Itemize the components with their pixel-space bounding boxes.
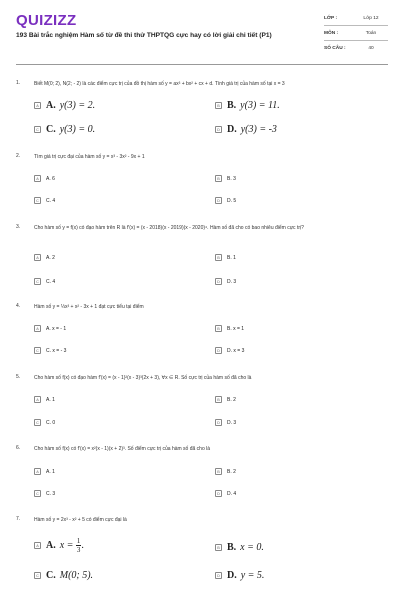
option-text: D. 4 bbox=[227, 490, 237, 497]
option-b[interactable] bbox=[215, 175, 236, 182]
option-letter-box: B bbox=[215, 175, 222, 182]
option-d[interactable] bbox=[215, 347, 244, 354]
option-value: M(0; 5). bbox=[59, 570, 94, 581]
option-b[interactable] bbox=[215, 254, 236, 261]
option-letter-box: A bbox=[34, 468, 41, 475]
option-text: D. 5 bbox=[227, 197, 237, 204]
question-number: 4. bbox=[16, 303, 21, 309]
option-c[interactable] bbox=[34, 278, 55, 285]
option-b[interactable] bbox=[215, 396, 236, 403]
meta-label: SỐ CÂU : bbox=[324, 45, 346, 51]
option-a[interactable] bbox=[34, 175, 55, 182]
option-a[interactable] bbox=[34, 325, 66, 332]
option-text bbox=[227, 100, 280, 111]
option-c[interactable] bbox=[34, 124, 95, 135]
option-letter-box: D bbox=[215, 490, 222, 497]
option-a[interactable] bbox=[34, 537, 84, 554]
option-label: A. bbox=[46, 539, 56, 551]
option-label: D. bbox=[227, 124, 237, 135]
option-a[interactable] bbox=[34, 254, 55, 261]
option-value: y(3) = 11. bbox=[240, 100, 280, 111]
option-text: A. 2 bbox=[46, 254, 55, 261]
option-text: B. 2 bbox=[227, 396, 236, 403]
question-text: Hàm số y = 2x³ - x² + 5 có điểm cực đại là bbox=[34, 517, 127, 523]
option-label: A. bbox=[46, 100, 56, 111]
option-text: C. 3 bbox=[46, 490, 56, 497]
option-c[interactable] bbox=[34, 570, 93, 581]
meta-row-count bbox=[324, 41, 388, 55]
question-text: Cho hàm số y = f(x) có đạo hàm trên R là f'(x) = (x - 2018)(x - 2019)(x - 2020)⁴. Hàm số đã cho có bao nhiêu điểm cực trị? bbox=[34, 225, 304, 231]
meta-label: MÔN : bbox=[324, 30, 339, 36]
option-letter-box: A bbox=[34, 325, 41, 332]
fraction-denominator: 3 bbox=[76, 546, 81, 554]
option-text: C. 4 bbox=[46, 197, 56, 204]
option-d[interactable] bbox=[215, 124, 277, 135]
option-value: y = 5. bbox=[240, 570, 265, 581]
meta-value: 40 bbox=[368, 45, 374, 51]
option-letter-box: C bbox=[34, 126, 41, 133]
option-letter-box: B bbox=[215, 544, 222, 551]
option-letter-box: C bbox=[34, 347, 41, 354]
option-letter-box: B bbox=[215, 396, 222, 403]
question-text: Cho hàm số f(x) có đạo hàm f'(x) = (x - 1)²(x - 3)³(2x + 3), ∀x ∈ R. Số cực trị của hàm số đã cho là bbox=[34, 375, 252, 381]
option-c[interactable] bbox=[34, 197, 55, 204]
question-number: 7. bbox=[16, 516, 21, 522]
option-value: x = 0. bbox=[240, 542, 264, 553]
option-text: D. 3 bbox=[227, 278, 237, 285]
option-value: y(3) = 0. bbox=[59, 124, 96, 135]
option-letter-box: B bbox=[215, 254, 222, 261]
option-letter-box: B bbox=[215, 468, 222, 475]
option-text: A. x = - 1 bbox=[46, 325, 67, 332]
option-text: A. 6 bbox=[46, 175, 55, 182]
option-text bbox=[46, 124, 95, 135]
option-letter-box: B bbox=[215, 325, 222, 332]
option-letter-box: D bbox=[215, 572, 222, 579]
option-text: C. x = - 3 bbox=[46, 347, 67, 354]
option-letter-box: A bbox=[34, 102, 41, 109]
option-letter-box: C bbox=[34, 278, 41, 285]
option-text bbox=[227, 542, 264, 553]
option-d[interactable] bbox=[215, 490, 236, 497]
fraction-numerator: 1 bbox=[76, 537, 81, 545]
question-number: 6. bbox=[16, 445, 21, 451]
option-letter-box: D bbox=[215, 419, 222, 426]
option-c[interactable] bbox=[34, 347, 66, 354]
option-d[interactable] bbox=[215, 570, 264, 581]
option-label: B. bbox=[227, 542, 237, 553]
option-text bbox=[46, 537, 84, 554]
option-b[interactable] bbox=[215, 325, 244, 332]
option-letter-box: D bbox=[215, 126, 222, 133]
question-text: Cho hàm số f(x) có f'(x) = x²(x - 1)(x + 2)³. Số điểm cực trị của hàm số đã cho là bbox=[34, 446, 211, 452]
option-text: D. 3 bbox=[227, 419, 237, 426]
option-c[interactable] bbox=[34, 490, 55, 497]
option-text bbox=[227, 124, 277, 135]
option-letter-box: B bbox=[215, 102, 222, 109]
question-number: 3. bbox=[16, 224, 21, 230]
question-text: Hàm số y = ⅓x³ + x² - 3x + 1 đạt cực tiểu tại điểm bbox=[34, 304, 144, 310]
option-letter-box: A bbox=[34, 542, 41, 549]
option-letter-box: D bbox=[215, 347, 222, 354]
question-text: Biết M(0; 2), N(2; - 2) là các điểm cực trị của đồ thị hàm số y = ax³ + bx² + cx + d. Tính giá trị của hàm số tại x = 3 bbox=[34, 81, 285, 87]
option-text: B. x = 1 bbox=[227, 325, 245, 332]
option-text: B. 2 bbox=[227, 468, 236, 475]
option-b[interactable] bbox=[215, 100, 280, 111]
option-text: D. x = 3 bbox=[227, 347, 245, 354]
option-letter-box: D bbox=[215, 197, 222, 204]
option-letter-box: D bbox=[215, 278, 222, 285]
option-text: A. 1 bbox=[46, 468, 55, 475]
option-text: B. 1 bbox=[227, 254, 236, 261]
option-value: y(3) = 2. bbox=[59, 100, 96, 111]
document-title: 193 Bài trắc nghiệm Hàm số từ đề thi thử THPTQG cực hay có lời giải chi tiết (P1) bbox=[16, 32, 272, 39]
option-b[interactable] bbox=[215, 468, 236, 475]
option-label: C. bbox=[46, 570, 56, 581]
option-text: C. 0 bbox=[46, 419, 56, 426]
quizizz-logo: QUIZIZZ bbox=[16, 12, 77, 29]
option-text bbox=[227, 570, 264, 581]
option-letter-box: C bbox=[34, 419, 41, 426]
question-number: 1. bbox=[16, 80, 21, 86]
header-divider bbox=[16, 64, 388, 65]
option-text bbox=[46, 100, 95, 111]
option-text: B. 3 bbox=[227, 175, 236, 182]
question-number: 5. bbox=[16, 374, 21, 380]
meta-value: Lớp 12 bbox=[363, 15, 379, 21]
option-a[interactable] bbox=[34, 396, 55, 403]
option-letter-box: A bbox=[34, 396, 41, 403]
option-suffix: . bbox=[81, 539, 84, 551]
option-letter-box: C bbox=[34, 572, 41, 579]
meta-value: Toán bbox=[365, 30, 377, 36]
option-label: B. bbox=[227, 100, 237, 111]
option-letter-box: C bbox=[34, 197, 41, 204]
option-d[interactable] bbox=[215, 278, 236, 285]
option-d[interactable] bbox=[215, 197, 236, 204]
option-value: x = bbox=[59, 539, 74, 551]
option-d[interactable] bbox=[215, 419, 236, 426]
meta-label: LỚP : bbox=[324, 15, 338, 21]
option-letter-box: A bbox=[34, 175, 41, 182]
option-a[interactable] bbox=[34, 468, 55, 475]
option-letter-box: A bbox=[34, 254, 41, 261]
option-text: C. 4 bbox=[46, 278, 56, 285]
question-text: Tìm giá trị cực đại của hàm số y = x³ - 3x² - 9x + 1 bbox=[34, 154, 145, 160]
option-label: C. bbox=[46, 124, 56, 135]
option-c[interactable] bbox=[34, 419, 55, 426]
option-a[interactable] bbox=[34, 100, 95, 111]
option-value: y(3) = -3 bbox=[240, 124, 277, 135]
meta-row-class bbox=[324, 11, 388, 26]
option-label: D. bbox=[227, 570, 237, 581]
question-number: 2. bbox=[16, 153, 21, 159]
meta-table bbox=[324, 11, 388, 55]
option-text bbox=[46, 570, 93, 581]
option-text: A. 1 bbox=[46, 396, 55, 403]
option-letter-box: C bbox=[34, 490, 41, 497]
meta-row-subject bbox=[324, 26, 388, 41]
option-b[interactable] bbox=[215, 542, 264, 553]
